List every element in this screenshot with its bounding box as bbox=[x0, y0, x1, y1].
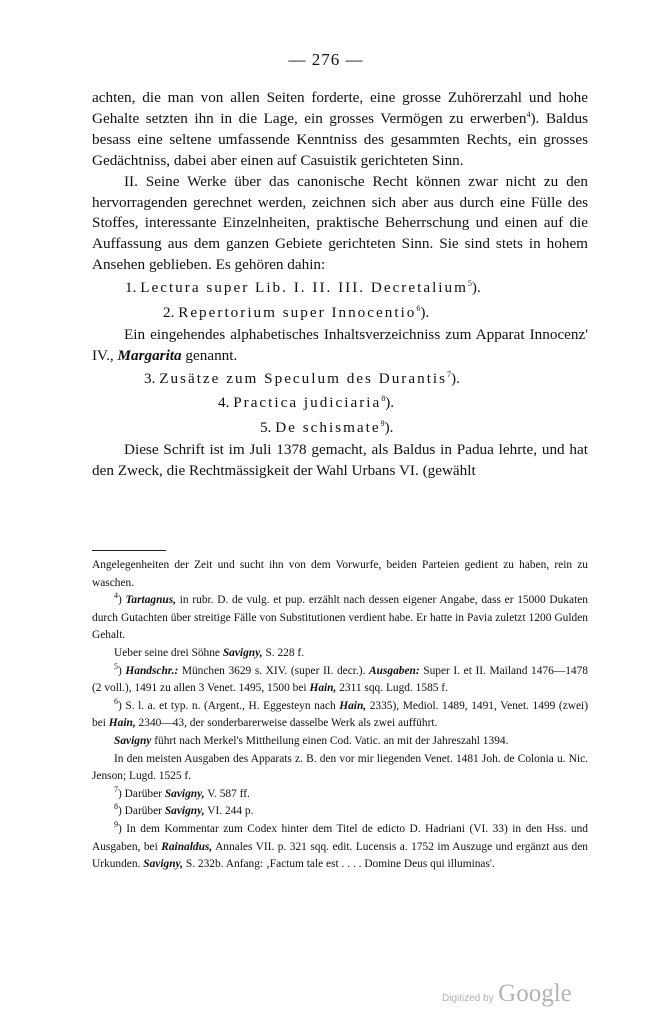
paragraph-1: achten, die man von allen Seiten forderte, eine grosse Zuhörerzahl und hohe Gehalte setzten ihn in die Lage, ein grosses Vermögen zu erwerben$^4$). Baldus besass eine seltene umfassende Kenntniss des gesammten Rechts, ein grosses Gedächtniss, dabei aber einen auf Casuistik gerichteten Sinn. bbox=[92, 89, 589, 169]
main-text bbox=[92, 88, 588, 482]
paragraph-2: II. Seine Werke über das canonische Recht können zwar nicht zu den hervorragenden gerechnet werden, zeichnen sich aber aus durch eine Fülle des Stoffes, interessante Einzelnheiten, praktische Beherrschung und einen auf die Auffassung aus dem ganzen Gebiete gerichteten Sinn. Sie sind stets in hohem Ansehen geblieben. Es gehören dahin: bbox=[92, 172, 588, 274]
work-item-2: 2. Repertorium super Innocentio$^6$). bbox=[163, 303, 430, 321]
footnote-4: $^4$) Tartagnus, in rubr. D. de vulg. et pup. erzählt nach dessen eigener Angabe, dass er 15000 Dukaten durch Gutachten über streitige Fälle von Substitutionen verdient habe. Er hatte in Pavia zuletzt 1200 Gulden Gehalt. bbox=[92, 591, 588, 642]
footnote-8: $^8$) Darüber Savigny, VI. 244 p. bbox=[114, 802, 254, 818]
footnote-7: $^7$) Darüber Savigny, V. 587 ff. bbox=[114, 784, 250, 800]
footnote-continuation: Angelegenheiten der Zeit und sucht ihn von dem Vorwurfe, beiden Parteien gedient zu haben, rein zu waschen. bbox=[92, 559, 588, 589]
footnote-5: $^5$) Handschr.: München 3629 s. XIV. (super II. decr.). Ausgaben: Super I. et II. Mailand 1476—1478 (2 voll.), 1491 zu allen 3 Venet. 1495, 1500 bei Hain, 2311 sqq. Lugd. 1585 f. bbox=[92, 661, 588, 695]
footnote-9: $^9$) In dem Kommentar zum Codex hinter dem Titel de edicto D. Hadriani (VI. 33) in den Hss. und Ausgaben, bei Rainaldus, Annales VII. p. 321 sqq. edit. Lucensis a. 1752 im Auszuge und ergänzt aus den Urkunden. Savigny, S. 232b. Anfang: ‚Factum tale est . . . . Domine Deus qui illuminas'. bbox=[92, 820, 588, 871]
footnote-6-addendum: Savigny führt nach Merkel's Mittheilung einen Cod. Vatic. an mit der Jahreszahl 1394. bbox=[114, 734, 509, 747]
page-number: — 276 — bbox=[288, 50, 364, 69]
google-logo: Google bbox=[498, 980, 572, 1007]
footnotes bbox=[92, 557, 588, 874]
digitized-watermark bbox=[442, 980, 572, 1008]
work-item-3: 3. Zusätze zum Speculum des Durantis$^7$). bbox=[144, 369, 460, 387]
paragraph-4: Diese Schrift ist im Juli 1378 gemacht, als Baldus in Padua lehrte, und hat den Zweck, die Rechtmässigkeit der Wahl Urbans VI. (gewählt bbox=[92, 441, 588, 480]
footnote-6-editions: In den meisten Ausgaben des Apparats z. B. den vor mir liegenden Venet. 1481 Joh. de Colonia u. Nic. Jenson; Lugd. 1525 f. bbox=[92, 752, 588, 783]
footnote-ref-4: 4 bbox=[526, 109, 531, 119]
work-item-1: 1. Lectura super Lib. I. II. III. Decretalium$^5$). bbox=[125, 279, 481, 297]
watermark-prefix: Digitized by bbox=[442, 993, 494, 1004]
paragraph-3: Ein eingehendes alphabetisches Inhaltsverzeichniss zum Apparat Innocenz' IV., Margarita genannt. bbox=[92, 326, 588, 365]
footnote-rule bbox=[92, 550, 166, 551]
footnote-6: $^6$) S. l. a. et typ. n. (Argent., H. Eggesteyn nach Hain, 2335), Mediol. 1489, 1491, Venet. 1499 (zwei) bei Hain, 2340—43, der sonderbarerweise dasselbe Werk als zwei aufführt. bbox=[92, 696, 588, 730]
work-item-5: 5. De schismate$^9$). bbox=[260, 418, 394, 436]
work-item-4: 4. Practica judiciaria$^8$). bbox=[218, 394, 395, 412]
footnote-4-addendum: Ueber seine drei Söhne Savigny, S. 228 f. bbox=[114, 646, 305, 659]
